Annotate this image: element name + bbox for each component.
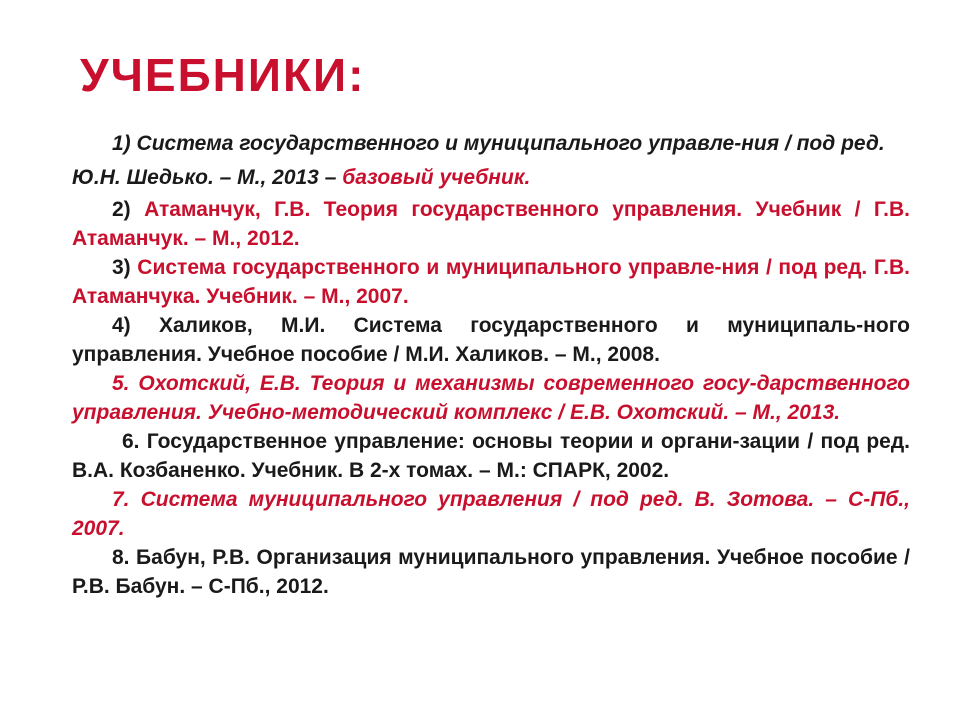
reference-text: Система государственного и муниципального управле-ния / под ред. Г.В. Атаманчука. Учебник. – М., 2007. xyxy=(72,256,910,308)
reference-item-4 xyxy=(72,311,910,369)
reference-text: Бабун, Р.В. Организация муниципального управления. Учебное пособие / Р.В. Бабун. – С-Пб., 2012. xyxy=(72,546,910,598)
reference-text: Государственное управление: основы теории и органи-зации / под ред. В.А. Козбаненко. Учебник. В 2-х томах. – М.: СПАРК, 2002. xyxy=(72,430,910,482)
reference-number: 6. xyxy=(122,430,140,453)
reference-number: 1) xyxy=(112,132,131,155)
reference-highlight: базовый учебник. xyxy=(342,166,531,189)
reference-text: Система государственного и муниципального управле-ния / под ред. Ю.Н. Шедько. – М., 2013 – xyxy=(72,132,885,189)
reference-number: 5. xyxy=(112,372,130,395)
reference-number: 7. xyxy=(112,488,130,511)
reference-item-8 xyxy=(72,543,910,601)
reference-item-6 xyxy=(72,427,910,485)
reference-number: 2) xyxy=(112,198,131,221)
reference-number: 3) xyxy=(112,256,131,279)
reference-text: Атаманчук, Г.В. Теория государственного управления. Учебник / Г.В. Атаманчук. – М., 2012. xyxy=(72,198,910,250)
references-list xyxy=(72,127,910,601)
reference-item-5 xyxy=(72,369,910,427)
reference-text: Охотский, Е.В. Теория и механизмы современного госу-дарственного управления. Учебно-методический комплекс / Е.В. Охотский. – М., 2013. xyxy=(72,372,910,424)
reference-item-1 xyxy=(72,127,910,195)
reference-item-7 xyxy=(72,485,910,543)
reference-item-3 xyxy=(72,253,910,311)
reference-item-2 xyxy=(72,195,910,253)
reference-text: Халиков, М.И. Система государственного и муниципаль-ного управления. Учебное пособие / М.И. Халиков. – М., 2008. xyxy=(72,314,910,366)
reference-number: 8. xyxy=(112,546,130,569)
slide-title: УЧЕБНИКИ: xyxy=(80,49,366,101)
reference-number: 4) xyxy=(112,314,131,337)
reference-text: Система муниципального управления / под ред. В. Зотова. – С-Пб., 2007. xyxy=(72,488,910,540)
